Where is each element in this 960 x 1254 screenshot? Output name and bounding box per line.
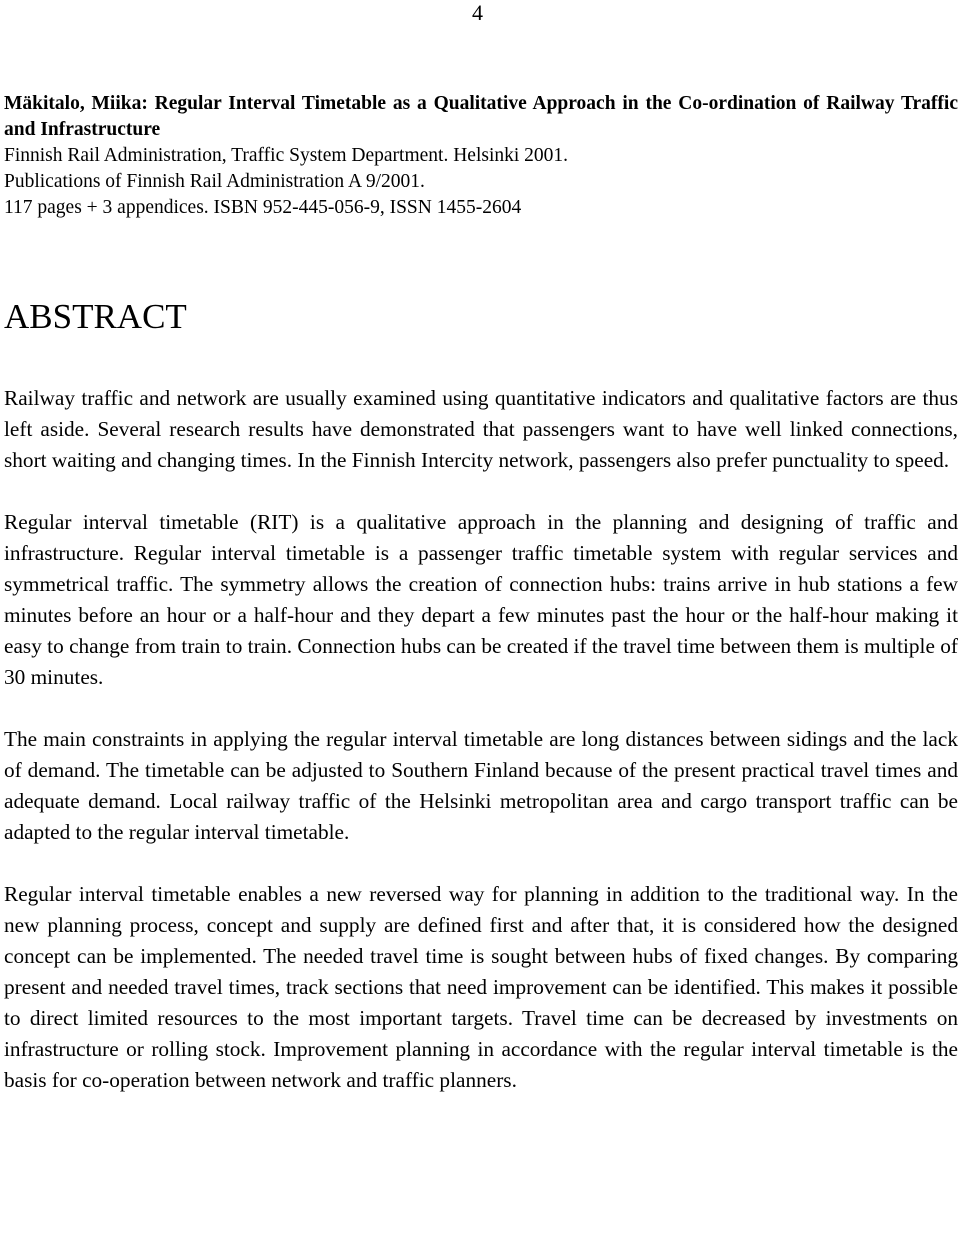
- abstract-paragraph: Railway traffic and network are usually examined using quantitative indicators and qualitative factors are thus left aside. Several research results have demonstrated that passengers want to have well linked connections, short waiting and changing times. In the Finnish Intercity network, passengers also prefer punctuality to speed.: [4, 386, 958, 472]
- citation-series: Publications of Finnish Rail Administration A 9/2001.: [4, 171, 425, 192]
- abstract-heading: ABSTRACT: [4, 297, 187, 336]
- abstract-paragraph: Regular interval timetable (RIT) is a qualitative approach in the planning and designing of traffic and infrastructure. Regular interval timetable is a passenger traffic timetable system with regular services and symmetrical traffic. The symmetry allows the creation of connection hubs: trains arrive in hub stations a few minutes before an hour or a half-hour and they depart a few minutes past the hour or the half-hour making it easy to change from train to train. Connection hubs can be created if the travel time between them is multiple of 30 minutes.: [4, 510, 958, 689]
- citation-details: 117 pages + 3 appendices. ISBN 952-445-056-9, ISSN 1455-2604: [4, 197, 522, 218]
- citation-publisher: Finnish Rail Administration, Traffic System Department. Helsinki 2001.: [4, 145, 569, 166]
- bibliographic-citation: [4, 91, 958, 221]
- page-number: 4: [472, 0, 483, 25]
- abstract-body: [4, 383, 958, 1096]
- abstract-paragraph: The main constraints in applying the regular interval timetable are long distances between sidings and the lack of demand. The timetable can be adjusted to Southern Finland because of the present practical travel times and adequate demand. Local railway traffic of the Helsinki metropolitan area and cargo transport traffic can be adapted to the regular interval timetable.: [4, 727, 958, 844]
- abstract-paragraph: Regular interval timetable enables a new reversed way for planning in addition to the traditional way. In the new planning process, concept and supply are defined first and after that, it is considered how the designed concept can be implemented. The needed travel time is sought between hubs of fixed changes. By comparing present and needed travel times, track sections that need improvement can be identified. This makes it possible to direct limited resources to the most important targets. Travel time can be decreased by investments on infrastructure or rolling stock. Improvement planning in accordance with the regular interval timetable is the basis for co-operation between network and traffic planners.: [4, 882, 958, 1092]
- citation-title: Mäkitalo, Miika: Regular Interval Timetable as a Qualitative Approach in the Co-ordination of Railway Traffic and Infrastructure: [4, 93, 958, 140]
